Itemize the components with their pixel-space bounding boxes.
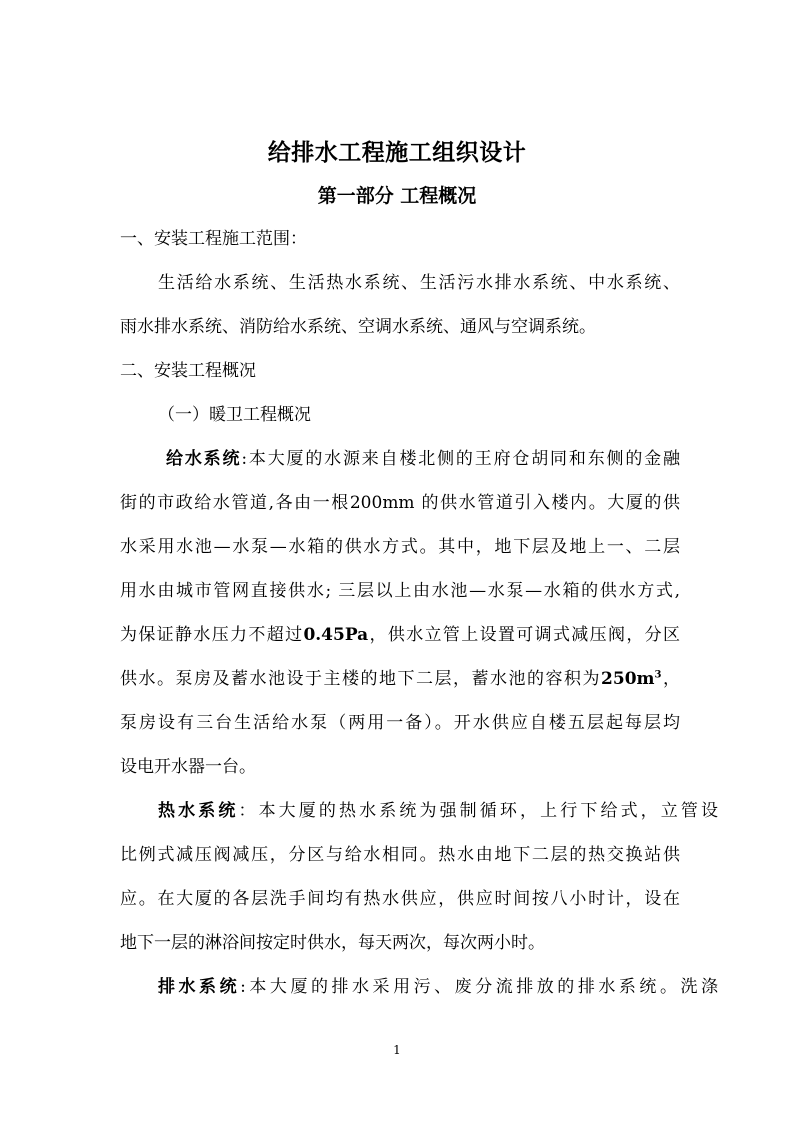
- section-heading-overview: 二、安装工程概况: [120, 361, 256, 381]
- water-supply-text: :本大厦的水源来自楼北侧的王府仓胡同和东侧的金融: [241, 449, 681, 469]
- water-supply-paragraph-line: 街的市政给水管道,各由一根200mm 的供水管道引入楼内。大厦的供: [120, 493, 680, 513]
- water-supply-text: ，: [661, 669, 681, 689]
- water-supply-text: 供水。泵房及蓄水池设于主楼的地下二层，蓄水池的容积为: [120, 669, 602, 689]
- water-supply-paragraph-line: 水采用水池—水泵—水箱的供水方式。其中，地下层及地上一、二层: [120, 537, 680, 557]
- hot-water-paragraph-line: 应。在大厦的各层洗手间均有热水供应，供应时间按八小时计，设在: [120, 889, 680, 909]
- water-supply-paragraph-line: 泵房设有三台生活给水泵（两用一备）。开水供应自楼五层起每层均: [120, 713, 680, 733]
- scope-text-line: 生活给水系统、生活热水系统、生活污水排水系统、中水系统、: [158, 273, 680, 293]
- water-supply-text: ，供水立管上设置可调式减压阀，分区: [368, 625, 681, 645]
- document-title: 给排水工程施工组织设计: [267, 139, 527, 166]
- hot-water-text: ：本大厦的热水系统为强制循环，上行下给式，立管设: [238, 801, 719, 821]
- hot-water-paragraph-line: 地下一层的淋浴间按定时供水，每天两次，每次两小时。: [120, 933, 545, 953]
- hot-water-paragraph-line: 比例式减压阀减压，分区与给水相同。热水由地下二层的热交换站供: [120, 845, 680, 865]
- subsection-heading-hvac-plumbing: （一）暖卫工程概况: [158, 405, 311, 425]
- water-supply-paragraph-line: [120, 667, 680, 691]
- volume-value: 250m: [601, 669, 655, 689]
- page-number: 1: [393, 1043, 401, 1057]
- section-heading-scope: 一、安装工程施工范围：: [120, 229, 307, 249]
- water-supply-paragraph-line: 设电开水器一台。: [120, 757, 256, 777]
- drainage-paragraph-line: [158, 975, 718, 999]
- part-heading: 第一部分 工程概况: [317, 185, 477, 207]
- water-supply-label: 给水系统: [166, 449, 242, 469]
- water-supply-paragraph-line: [166, 447, 680, 471]
- scope-text-line: 雨水排水系统、消防给水系统、空调水系统、通风与空调系统。: [120, 317, 596, 337]
- water-supply-text: 为保证静水压力不超过: [120, 625, 304, 645]
- hot-water-label: 热水系统: [158, 801, 239, 821]
- hot-water-paragraph-line: [158, 799, 718, 823]
- drainage-text: :本大厦的排水采用污、废分流排放的排水系统。洗涤: [240, 977, 719, 997]
- drainage-label: 排水系统: [158, 977, 241, 997]
- pressure-value: 0.45Pa: [303, 625, 369, 645]
- volume-superscript: 3: [654, 669, 662, 681]
- water-supply-paragraph-line: [120, 623, 680, 647]
- water-supply-paragraph-line: 用水由城市管网直接供水; 三层以上由水池—水泵—水箱的供水方式,: [120, 581, 680, 601]
